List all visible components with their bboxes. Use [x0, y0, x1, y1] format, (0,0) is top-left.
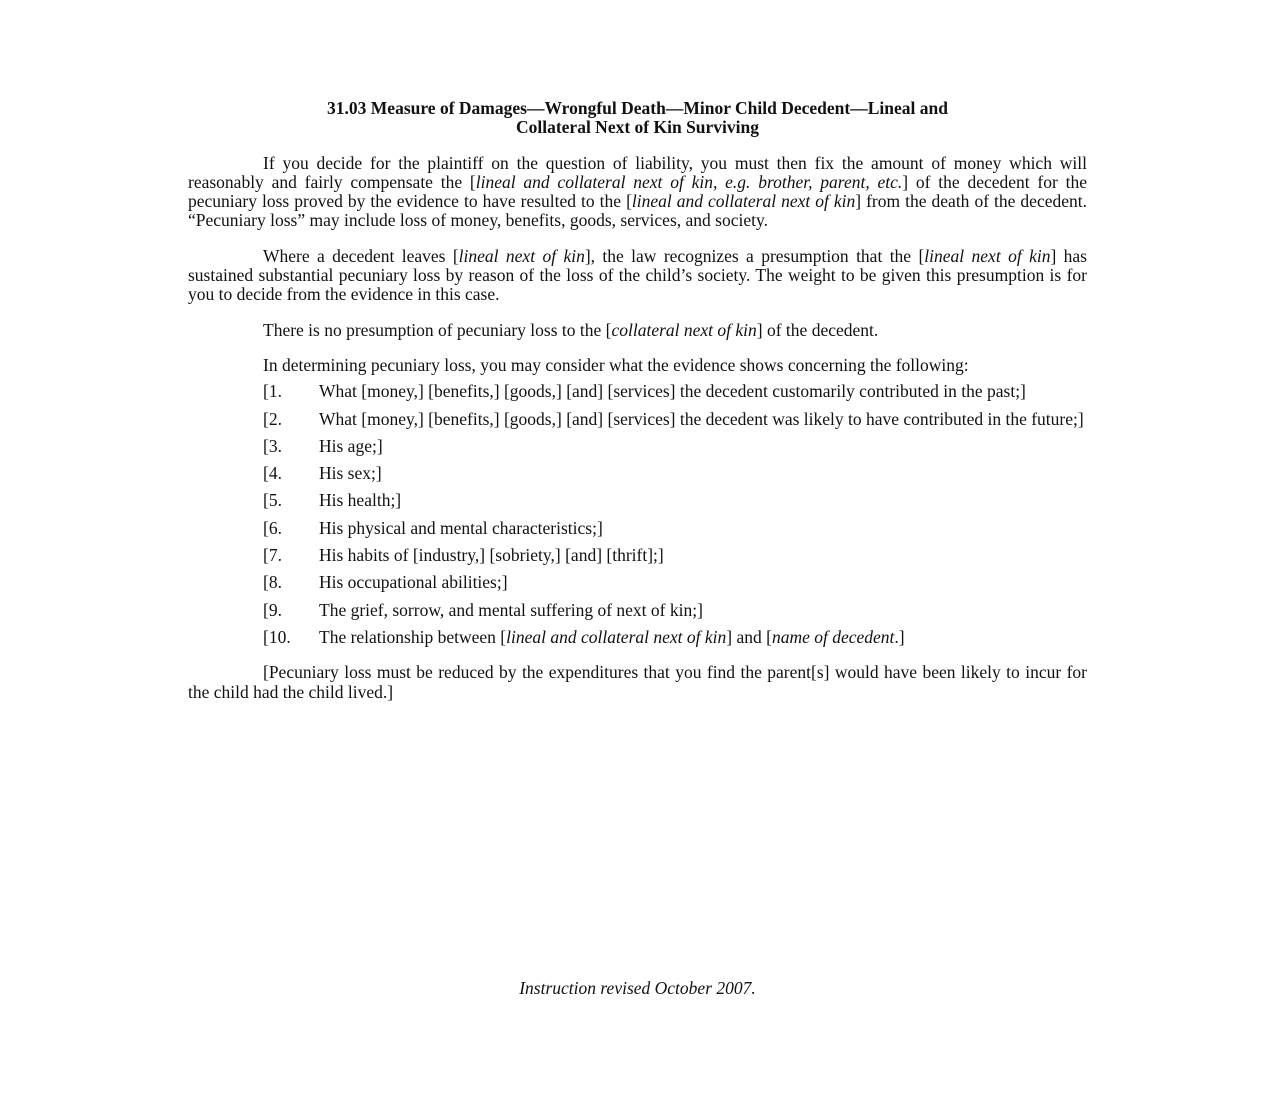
list-item-number: [9. [263, 599, 282, 620]
item10-text-c: ] and [ [726, 626, 772, 647]
item10-text-e: .] [894, 626, 905, 647]
list-item-text: The grief, sorrow, and mental suffering of next of kin;] [319, 599, 703, 620]
revision-note: Instruction revised October 2007. [519, 978, 756, 998]
p1-italic-b: lineal and collateral next of kin, e.g. brother, parent, etc. [475, 171, 903, 192]
title-line-1: 31.03 Measure of Damages—Wrongful Death—Minor Child Decedent—Lineal and [327, 98, 948, 118]
list-item-text [319, 628, 1087, 647]
paragraph-compensation [188, 154, 1087, 231]
list-item [188, 601, 1087, 620]
p2-text-a: Where a decedent leaves [ [263, 245, 459, 266]
list-item-text: His occupational abilities;] [319, 572, 508, 593]
list-item [188, 382, 1087, 401]
list-item-number: [3. [263, 435, 282, 456]
list-item [188, 410, 1087, 429]
paragraph-expenditures: [Pecuniary loss must be reduced by the expenditures that you find the parent[s] would have been likely to incur for the child had the child lived.] [188, 662, 1087, 702]
list-item [188, 628, 1087, 647]
item10-italic-d: name of decedent [771, 626, 895, 647]
paragraph-no-presumption [188, 321, 1087, 340]
list-item-number: [6. [263, 517, 282, 538]
list-item-text: His habits of [industry,] [sobriety,] [and] [thrift];] [319, 545, 664, 566]
list-item-text: What [money,] [benefits,] [goods,] [and] [services] the decedent was likely to have contributed in the future;] [319, 408, 1084, 429]
document-page [188, 99, 1087, 718]
p3-text-a: There is no presumption of pecuniary loss to the [ [263, 319, 612, 340]
title-line-2: Collateral Next of Kin Surviving [515, 117, 760, 138]
item10-text-a: The relationship between [ [319, 626, 507, 647]
list-item-number: [4. [263, 463, 282, 484]
p3-text-c: ] of the decedent. [756, 319, 879, 340]
list-item-text: His physical and mental characteristics;] [319, 517, 603, 538]
paragraph-presumption [188, 247, 1087, 305]
list-item [188, 464, 1087, 483]
p1-italic-d: lineal and collateral next of kin [631, 191, 856, 212]
list-item-number: [7. [263, 545, 282, 566]
list-item [188, 546, 1087, 565]
p2-italic-b: lineal next of kin [458, 245, 585, 266]
p1-text-e: ] from the death of the decedent. “Pecuniary loss” may include loss of money, benefits, goods, services, and society. [188, 191, 1087, 231]
list-item-text: What [money,] [benefits,] [goods,] [and] [services] the decedent customarily contributed in the past;] [319, 381, 1026, 402]
list-item-number: [5. [263, 490, 282, 511]
p3-italic-b: collateral next of kin [611, 319, 757, 340]
p1-text-c: ] of the decedent for the pecuniary loss proved by the evidence to have resulted to the [ [188, 171, 1087, 212]
p2-italic-d: lineal next of kin [924, 245, 1051, 266]
p2-text-c: ], the law recognizes a presumption that the [ [584, 245, 925, 266]
page-title [188, 99, 1087, 138]
list-item [188, 491, 1087, 510]
p1-text-a: If you decide for the plaintiff on the question of liability, you must then fix the amount of money which will reasonably and fairly compensate the [ [188, 152, 1087, 192]
list-item [188, 519, 1087, 538]
list-item [188, 573, 1087, 592]
paragraph-list-intro: In determining pecuniary loss, you may consider what the evidence shows concerning the following: [263, 354, 969, 375]
list-item-number: [1. [263, 381, 282, 402]
list-item-number: [2. [263, 408, 282, 429]
item10-italic-b: lineal and collateral next of kin [506, 626, 727, 647]
p2-text-e: ] has sustained substantial pecuniary loss by reason of the loss of the child’s society. The weight to be given this presumption is for you to decide from the evidence in this case. [188, 245, 1087, 305]
list-item-number: [10. [263, 626, 291, 647]
list-item-text: His health;] [319, 490, 402, 511]
list-item-text: His sex;] [319, 463, 382, 484]
list-item-text: His age;] [319, 435, 383, 456]
factors-list [188, 382, 1087, 647]
list-item [188, 437, 1087, 456]
list-item-number: [8. [263, 572, 282, 593]
